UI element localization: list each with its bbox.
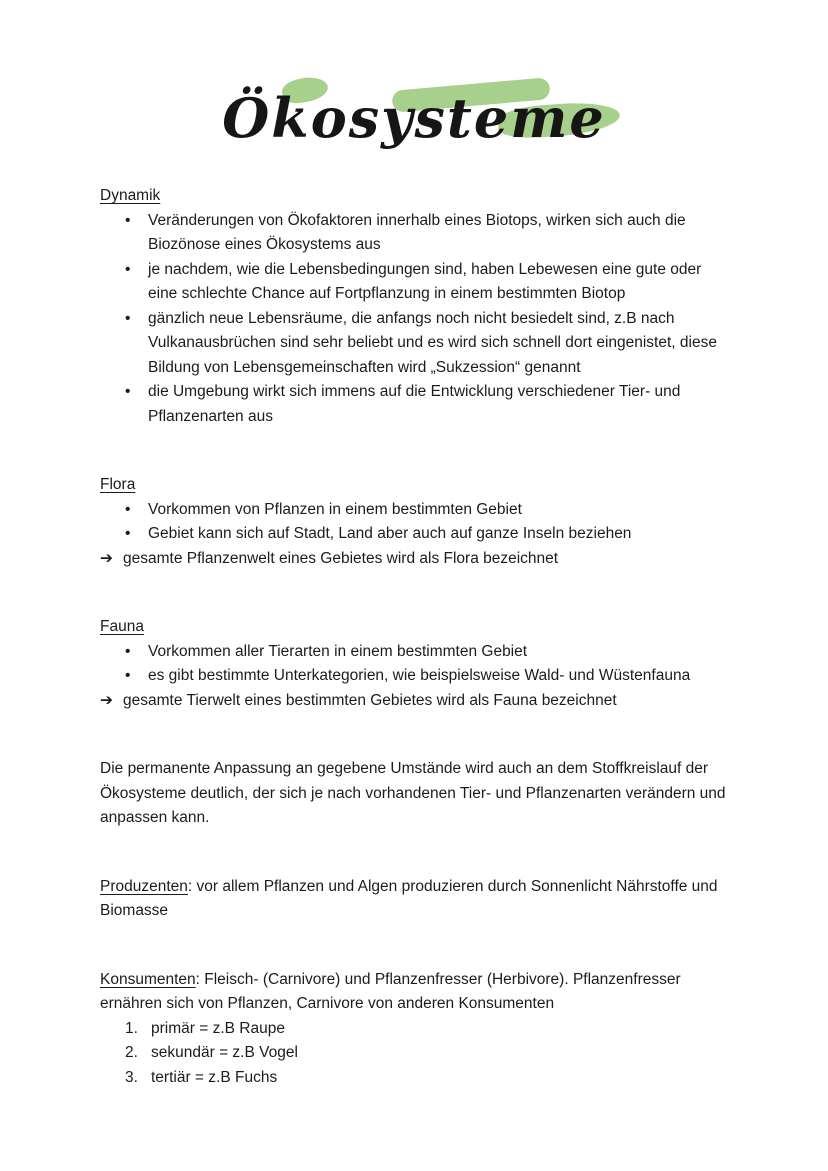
bullet-text: Gebiet kann sich auf Stadt, Land aber auch auf ganze Inseln beziehen xyxy=(148,525,632,542)
bullet-text: gänzlich neue Lebensräume, die anfangs noch nicht besiedelt sind, z.B nach Vulkanausbrüchen sind sehr beliebt und es wird sich schnell dort eingenistet, diese Bildung von Lebensgemeinschaften wird „Sukzession“ genannt xyxy=(148,309,717,376)
inline-heading-konsumenten: Konsumenten xyxy=(100,970,196,988)
paragraph-produzenten-text: : vor allem Pflanzen und Algen produzieren durch Sonnenlicht Nährstoffe und Biomasse xyxy=(100,877,718,919)
section-heading-fauna: Fauna xyxy=(100,618,144,635)
bullet-item xyxy=(100,258,728,307)
bullet-item xyxy=(100,664,728,689)
section-fauna xyxy=(100,615,728,713)
bullet-icon: • xyxy=(125,383,131,400)
bullet-icon: • xyxy=(125,211,131,229)
bullet-text: es gibt bestimmte Unterkategorien, wie beispielsweise Wald- und Wüstenfauna xyxy=(148,667,691,684)
inline-heading-produzenten: Produzenten xyxy=(100,877,188,895)
arrow-conclusion-fauna xyxy=(100,689,728,714)
numbered-item xyxy=(100,1066,728,1091)
bullet-icon: • xyxy=(125,667,131,684)
paragraph-konsumenten-text: : Fleisch- (Carnivore) und Pflanzenfresser (Herbivore). Pflanzenfresser ernähren sich von Pflanzen, Carnivore von anderen Konsumenten xyxy=(100,970,681,1012)
bullet-item xyxy=(100,522,728,547)
item-text: sekundär = z.B Vogel xyxy=(151,1044,298,1061)
bullet-item xyxy=(100,498,728,523)
arrow-text: gesamte Tierwelt eines bestimmten Gebietes wird als Fauna bezeichnet xyxy=(123,691,617,709)
bullet-icon: • xyxy=(125,525,131,542)
bullet-list-fauna xyxy=(100,640,728,689)
bullet-icon: • xyxy=(125,260,131,278)
bullet-text: je nachdem, wie die Lebensbedingungen sind, haben Lebewesen eine gute oder eine schlechte Chance auf Fortpflanzung in einem bestimmten Biotop xyxy=(148,260,702,302)
bullet-text: Vorkommen aller Tierarten in einem bestimmten Gebiet xyxy=(148,642,528,660)
numbered-item xyxy=(100,1041,728,1066)
paragraph-anpassung: Die permanente Anpassung an gegebene Umstände wird auch an dem Stoffkreislauf der Ökosysteme deutlich, der sich je nach vorhandenen Tier- und Pflanzenarten verändern und anpassen kann. xyxy=(100,760,726,826)
section-dynamik xyxy=(100,184,728,429)
bullet-item xyxy=(100,640,728,665)
bullet-item xyxy=(100,209,728,258)
bullet-text: Veränderungen von Ökofaktoren innerhalb eines Biotops, wirken sich auch die Biozönose eines Ökosystems aus xyxy=(148,211,686,253)
bullet-item xyxy=(100,380,728,429)
numbered-item xyxy=(100,1017,728,1042)
item-text: tertiär = z.B Fuchs xyxy=(151,1068,278,1086)
paragraph-produzenten xyxy=(100,875,728,924)
bullet-list-flora xyxy=(100,498,728,547)
arrow-conclusion-flora xyxy=(100,547,728,572)
section-heading-flora: Flora xyxy=(100,476,136,493)
bullet-icon: • xyxy=(125,309,131,327)
bullet-icon: • xyxy=(125,642,131,660)
bullet-text: die Umgebung wirkt sich immens auf die Entwicklung verschiedener Tier- und Pflanzenarten aus xyxy=(148,383,681,425)
document-title: Ökosysteme xyxy=(222,86,606,150)
bullet-list-dynamik xyxy=(100,209,728,430)
item-number: 2. xyxy=(125,1044,138,1061)
arrow-text: gesamte Pflanzenwelt eines Gebietes wird als Flora bezeichnet xyxy=(123,549,559,567)
bullet-item xyxy=(100,307,728,381)
document-title-wrap xyxy=(100,78,728,170)
konsumenten-numbered-list xyxy=(100,1017,728,1091)
item-number: 3. xyxy=(125,1068,138,1086)
section-flora xyxy=(100,473,728,571)
arrow-icon: ➔ xyxy=(100,549,113,567)
section-heading-dynamik: Dynamik xyxy=(100,187,161,204)
bullet-icon: • xyxy=(125,500,131,518)
bullet-text: Vorkommen von Pflanzen in einem bestimmten Gebiet xyxy=(148,500,522,518)
item-number: 1. xyxy=(125,1019,138,1037)
paragraph-konsumenten xyxy=(100,968,728,1091)
arrow-icon: ➔ xyxy=(100,691,113,709)
item-text: primär = z.B Raupe xyxy=(151,1019,285,1037)
konsumenten-intro xyxy=(100,968,728,1017)
